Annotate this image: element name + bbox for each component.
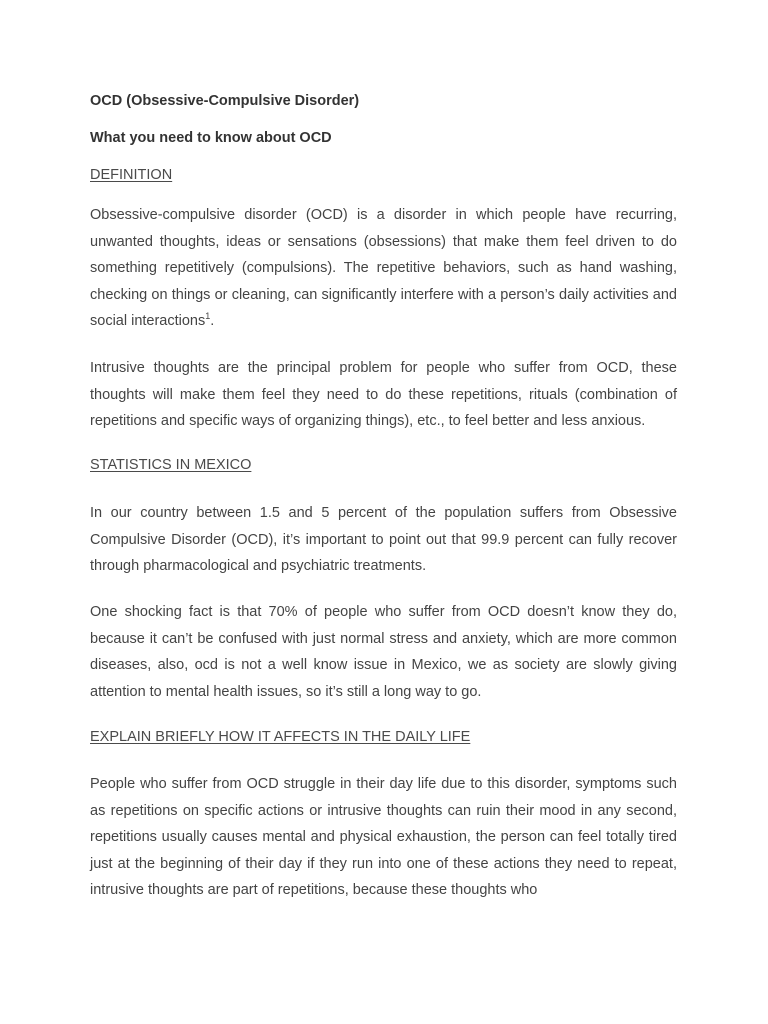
statistics-paragraph-2: One shocking fact is that 70% of people who suffer from OCD doesn’t know they do, because it can’t be confused with just normal stress and anxiety, which are more common diseases, also, ocd is not a well know issue in Mexico, we as society are slowly giving attention to mental health issues, so it’s still a long way to go. — [90, 604, 677, 700]
daily-life-paragraph-1: People who suffer from OCD struggle in their day life due to this disorder, symptoms such as repetitions on specific actions or intrusive thoughts can ruin their mood in any second, repetitions usually causes mental and physical exhaustion, the person can feel totally tired just at the beginning of their day if they run into one of these actions they need to repeat, intrusive thoughts are part of repetitions, because these thoughts who — [90, 776, 677, 898]
definition-paragraph-1-end: . — [210, 313, 215, 329]
footnote-marker: 1 — [205, 311, 211, 322]
statistics-paragraph-1: In our country between 1.5 and 5 percent of the population suffers from Obsessive Compulsive Disorder (OCD), it’s important to point out that 99.9 percent can fully recover through pharmacological and psychiatric treatments. — [90, 505, 677, 574]
definition-paragraph-1-text: Obsessive-compulsive disorder (OCD) is a disorder in which people have recurring, unwanted thoughts, ideas or sensations (obsessions) that make them feel driven to do something repetitively (compulsions). The repetitive behaviors, such as hand washing, checking on things or cleaning, can significantly interfere with a person’s daily activities and social interactions — [90, 207, 677, 329]
definition-paragraph-2: Intrusive thoughts are the principal problem for people who suffer from OCD, these thoughts will make them feel they need to do these repetitions, rituals (combination of repetitions and specific ways of organizing things), etc., to feel better and less anxious. — [90, 360, 677, 429]
document-subtitle: What you need to know about OCD — [90, 130, 332, 146]
definition-paragraph-1 — [90, 202, 677, 335]
document-title: OCD (Obsessive-Compulsive Disorder) — [90, 93, 360, 109]
section-heading-daily-life: EXPLAIN BRIEFLY HOW IT AFFECTS IN THE DAILY LIFE — [90, 729, 471, 745]
section-heading-statistics: STATISTICS IN MEXICO — [90, 457, 252, 473]
section-heading-definition: DEFINITION — [90, 167, 173, 183]
